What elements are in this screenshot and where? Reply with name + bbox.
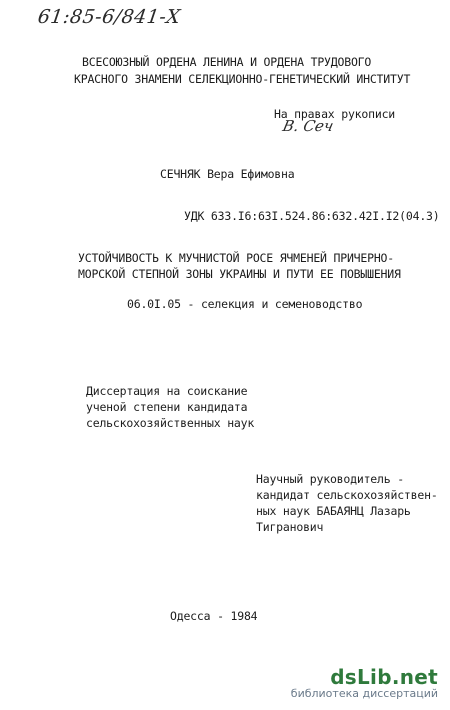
title-line-1: УСТОЙЧИВОСТЬ К МУЧНИСТОЙ РОСЕ ЯЧМЕНЕЙ ПРИЧЕРНО- — [78, 251, 395, 265]
supervisor-line-4: Тигранович — [256, 520, 324, 534]
dissertation-line-2: ученой степени кандидата — [86, 400, 248, 414]
udk-code: УДК 633.I6:63I.524.86:632.42I.I2(04.3) — [184, 209, 440, 223]
watermark — [291, 665, 438, 700]
dissertation-line-1: Диссертация на соискание — [86, 384, 248, 398]
author-name: СЕЧНЯК Вера Ефимовна — [160, 167, 295, 181]
signature: В. Сеч — [281, 117, 336, 135]
supervisor-line-1: Научный руководитель - — [256, 472, 404, 486]
title-line-2: МОРСКОЙ СТЕПНОЙ ЗОНЫ УКРАИНЫ И ПУТИ ЕЕ ПОВЫШЕНИЯ — [78, 267, 401, 281]
supervisor-line-2: кандидат сельскохозяйствен- — [256, 488, 438, 502]
watermark-logo: dsLib.net — [330, 665, 438, 689]
institute-line-2: КРАСНОГО ЗНАМЕНИ СЕЛЕКЦИОННО-ГЕНЕТИЧЕСКИЙ ИНСТИТУТ — [74, 72, 411, 86]
archive-number: 61:85-6/841-Х — [36, 6, 182, 28]
manuscript-rights: На правах рукописи — [274, 107, 396, 121]
city-year: Одесса - 1984 — [170, 609, 258, 623]
supervisor-line-3: ных наук БАБАЯНЦ Лазарь — [256, 504, 411, 518]
institute-line-1: ВСЕСОЮЗНЫЙ ОРДЕНА ЛЕНИНА И ОРДЕНА ТРУДОВОГО — [82, 55, 372, 69]
specialty: 06.0I.05 - селекция и семеноводство — [127, 297, 363, 311]
dissertation-line-3: сельскохозяйственных наук — [86, 416, 255, 430]
watermark-tagline: библиотека диссертаций — [290, 687, 438, 700]
